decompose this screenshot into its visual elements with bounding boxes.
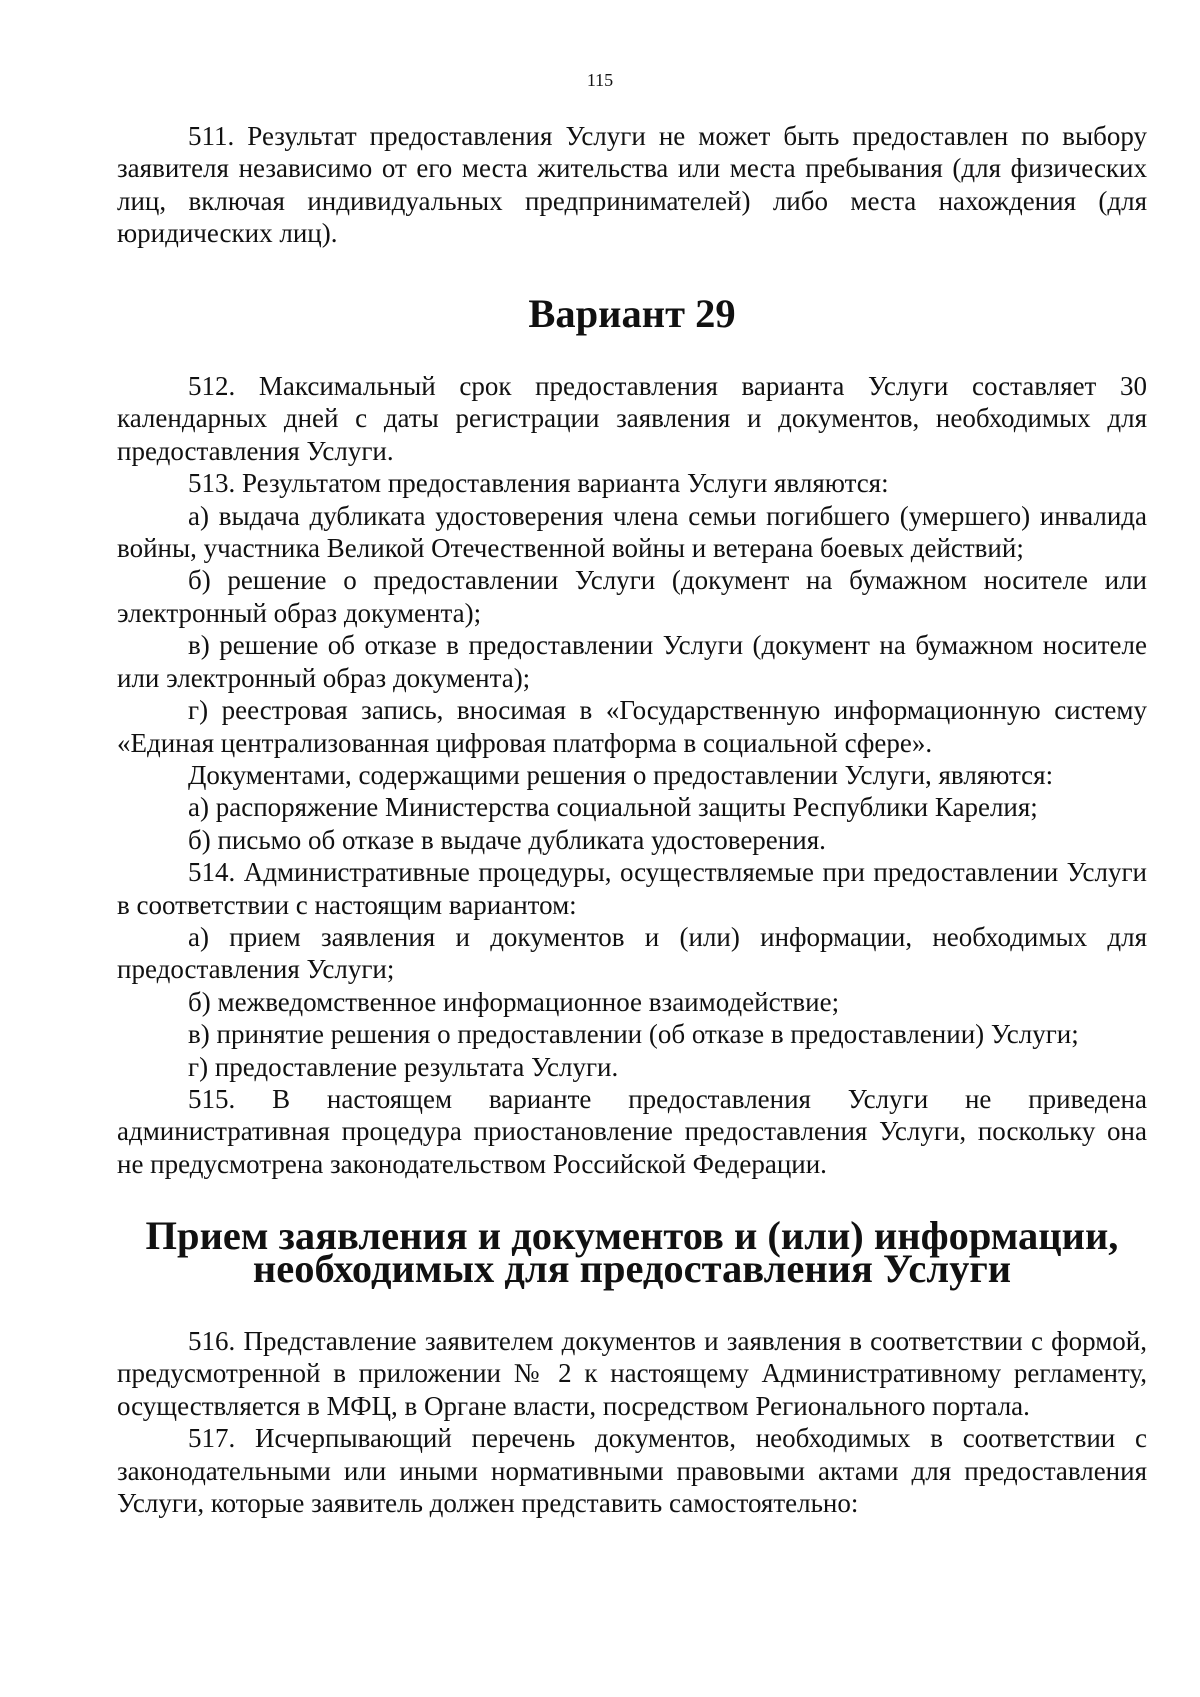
list-item-514-g: г) предоставление результата Услуги. <box>188 1051 619 1082</box>
paragraph-511: 511. Результат предоставления Услуги не может быть предоставлен по выбору заявителя независимо от его места жительства или места пребывания (для физических лиц, включая индивидуальных предпринимателей) либо места нахождения (для юридических лиц). <box>117 121 1147 249</box>
paragraph-513: 513. Результатом предоставления варианта Услуги являются: <box>188 468 889 499</box>
paragraph-517: 517. Исчерпывающий перечень документов, необходимых в соответствии с законодательными или иными нормативными правовыми актами для предоставления Услуги, которые заявитель должен представить самостоятельно: <box>117 1423 1147 1519</box>
list-item-513-a: а) выдача дубликата удостоверения члена семьи погибшего (умершего) инвалида войны, участника Великой Отечественной войны и ветерана боевых действий; <box>117 500 1147 564</box>
list-item-514-a: а) прием заявления и документов и (или) информации, необходимых для предоставления Услуги; <box>117 921 1147 985</box>
paragraph-512: 512. Максимальный срок предоставления варианта Услуги составляет 30 календарных дней с даты регистрации заявления и документов, необходимых для предоставления Услуги. <box>117 371 1147 466</box>
list-item-514-b: б) межведомственное информационное взаимодействие; <box>188 986 840 1017</box>
paragraph-decision-documents: Документами, содержащими решения о предоставлении Услуги, являются: <box>188 759 1054 790</box>
paragraph-516: 516. Представление заявителем документов и заявления в соответствии с формой, предусмотренной в приложении № 2 к настоящему Административному регламенту, осуществляется в МФЦ, в Органе власти, посредством Регионального портала. <box>117 1326 1147 1421</box>
heading-variant-29: Вариант 29 <box>528 290 736 336</box>
list-item-513-g: г) реестровая запись, вносимая в «Государственную информационную систему «Единая централизованная цифровая платформа в социальной сфере». <box>117 695 1147 758</box>
list-item-513-v: в) решение об отказе в предоставлении Услуги (документ на бумажном носителе или электронный образ документа); <box>117 630 1147 693</box>
paragraph-515: 515. В настоящем варианте предоставления Услуги не приведена административная процедура приостановление предоставления Услуги, поскольку она не предусмотрена законодательством Российской Федерации. <box>117 1083 1147 1179</box>
list-item-decision-a: а) распоряжение Министерства социальной защиты Республики Карелия; <box>188 792 1038 823</box>
document-body <box>117 120 1147 1519</box>
paragraph-514: 514. Административные процедуры, осуществляемые при предоставлении Услуги в соответствии с настоящим вариантом: <box>117 857 1147 920</box>
list-item-513-b: б) решение о предоставлении Услуги (документ на бумажном носителе или электронный образ документа); <box>117 565 1147 628</box>
list-item-decision-b: б) письмо об отказе в выдаче дубликата удостоверения. <box>188 824 826 855</box>
page-number: 115 <box>586 70 614 90</box>
section-heading: Прием заявления и документов и (или) информации, необходимых для предоставления Услуги <box>145 1213 1119 1291</box>
list-item-514-v: в) принятие решения о предоставлении (об отказе в предоставлении) Услуги; <box>188 1019 1079 1050</box>
